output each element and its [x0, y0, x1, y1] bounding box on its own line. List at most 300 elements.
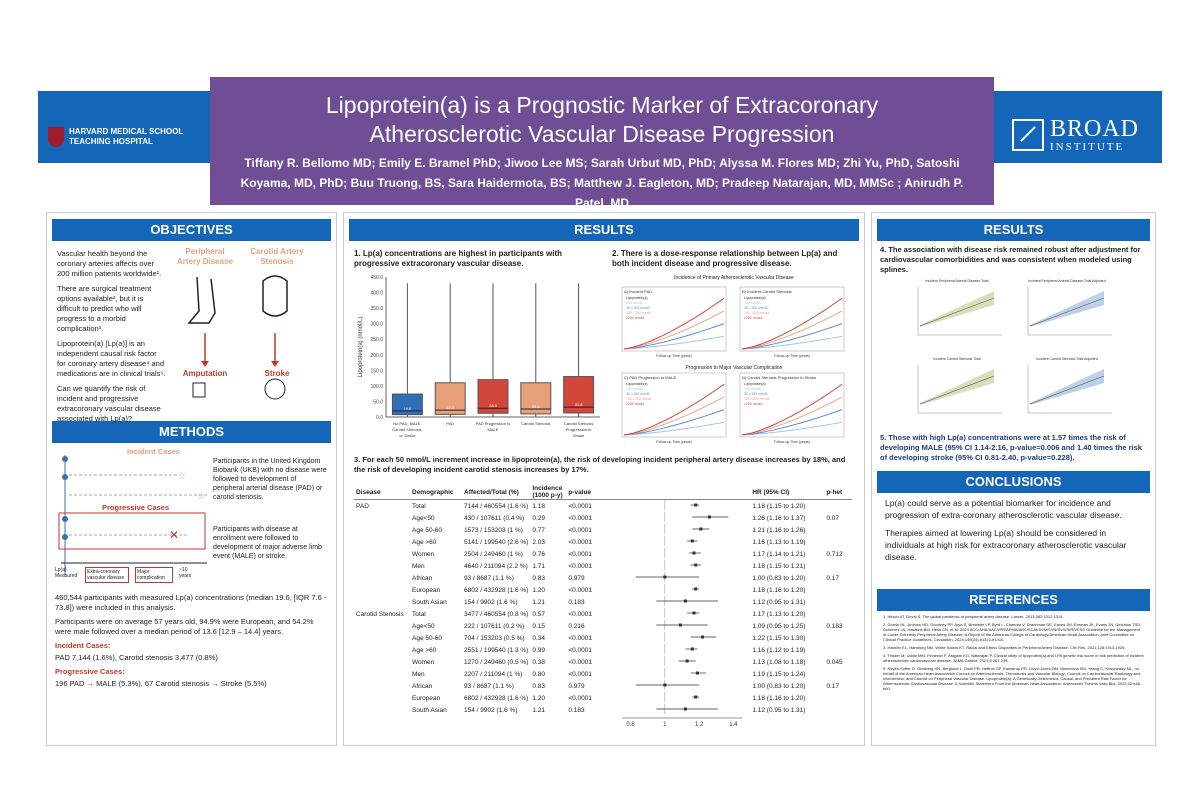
km-panel-title: D) Carotid Stenosis Progression to Stroke	[742, 375, 817, 380]
cell-forest-plot	[614, 500, 750, 513]
cell-p: <0.0001	[568, 550, 593, 558]
cell-aff: 93 / 8687 (1.1 %)	[464, 574, 514, 582]
forest-row	[354, 668, 852, 680]
forest-table	[354, 485, 852, 730]
cell-inc: 0.76	[532, 550, 545, 558]
cell-phet: 0.712	[826, 550, 843, 558]
right-column	[871, 212, 1156, 746]
methods-s2: Participants were on average 57 years old, 94.9% were European, and 54.2% were male followed over a median period of 13.6 [12.9 – 14.4] years.	[55, 617, 314, 636]
reference-item: 4. Trinder M, Uddin MM, Finneran P, Aragam KG, Natarajan P. Clinical utility of lipoprotein(a) and LPA genetic risk score in risk prediction of incident atherosclerotic cardiovascular disease. JAMA Cardiol. 2021;6:287-295.	[883, 653, 1144, 663]
spline-title: Incident Carotid Stenosis Total Adjusted	[1036, 357, 1098, 361]
cell-disease	[354, 560, 410, 572]
estimate-point	[679, 624, 682, 627]
conclusion-1: Lp(a) could serve as a potential biomarker for incidence and progression of extra-coronary atherosclerotic vascular disease.	[885, 498, 1122, 520]
km-legend: <30 nmol/L	[744, 301, 762, 305]
cell-hr: 1.12 (0.95 to 1.31)	[752, 706, 806, 714]
forest-axis-row	[354, 716, 852, 730]
cell-hr: 1.16 (1.12 to 1.19)	[752, 646, 806, 654]
carotid-arrowhead	[271, 361, 279, 367]
km-xlabel: Follow-up Time (years)	[774, 354, 810, 358]
broad-logo	[1012, 117, 1139, 153]
y-tick-label: 250.0	[370, 337, 383, 344]
km-panel-title: A) Incident PAD	[624, 289, 653, 294]
objective-p1: Vascular health beyond the coronary arteries affects over 200 million patients worldwide¹.	[57, 249, 162, 278]
cell-aff: 7144 / 460554 (1.6 %)	[464, 502, 529, 510]
authors: Tiffany R. Bellomo MD; Emily E. Bramel PhD; Jiwoo Lee MS; Sarah Urbut MD, PhD; Alyssa M. Flores MD; Zhi Yu, PhD, Satoshi Koyama, MD, PhD; Buu Truong, BS, Sara Haidermota, BS; Matthew J. Eagleton, MD; Pradeep Natarajan, MD, MMSc ; Anirudh P. Patel, MD	[240, 156, 964, 210]
cell-demo: European	[412, 694, 441, 702]
cell-phet: 0.17	[826, 574, 839, 582]
methods-m2: Participants with disease at enrollment were followed to development of major adverse limb event (MALE) or stroke.	[213, 526, 322, 560]
objectives-heading: OBJECTIVES	[52, 219, 331, 241]
median-label: 31.8	[574, 402, 583, 408]
km-legend: Lipoprotein(a)	[626, 296, 648, 300]
cell-forest-plot	[614, 536, 750, 548]
forest-axis-svg	[616, 716, 748, 728]
amputation-icon	[193, 383, 205, 397]
cell-demo: Age >60	[412, 646, 437, 654]
poster	[38, 60, 1162, 750]
km-legend: ≥250 nmol/L	[744, 402, 764, 406]
figure2-subtitle2: Progression to Major Vascular Complication	[685, 365, 783, 371]
estimate-point	[695, 564, 698, 567]
figure1-boxplot	[352, 273, 610, 451]
broad-logo-icon	[1012, 119, 1044, 151]
figure2-curves	[612, 281, 856, 451]
cell-hr: 1.00 (0.83 to 1.20)	[752, 682, 806, 690]
cell-aff: 2504 / 249460 (1 %)	[464, 550, 523, 558]
cell-forest-plot	[614, 668, 750, 680]
legend-major: Major complication	[135, 567, 173, 583]
person-icon-4	[62, 534, 68, 540]
y-tick-label: 150.0	[370, 368, 383, 375]
km-xlabel: Follow-up Time (years)	[656, 440, 692, 444]
y-tick-label: 300.0	[370, 321, 383, 328]
forest-row	[354, 584, 852, 596]
cell-aff: 6802 / 432928 (1.6 %)	[464, 694, 529, 702]
objectives-text	[57, 249, 167, 424]
stroke-label: Stroke	[264, 369, 290, 378]
spline-line	[920, 376, 994, 404]
cell-p: <0.0001	[568, 514, 593, 522]
median-label: 25.6	[531, 404, 540, 410]
cell-disease	[354, 668, 410, 680]
cell-inc: 1.71	[532, 562, 545, 570]
cell-inc: 0.15	[532, 622, 545, 630]
cell-phet	[824, 608, 852, 620]
figure1-title: 1. Lp(a) concentrations are highest in participants with progressive extracoronary vascular disease.	[354, 249, 563, 268]
forest-row	[354, 572, 852, 584]
forest-row	[354, 656, 852, 668]
cell-forest-plot	[614, 692, 750, 704]
estimate-point	[684, 600, 687, 603]
forest-mark-svg	[616, 560, 748, 570]
forest-row	[354, 560, 852, 572]
cell-disease	[354, 524, 410, 536]
harvard-logo-line2: TEACHING HOSPITAL	[69, 137, 153, 146]
cell-forest-plot	[614, 548, 750, 560]
forest-mark-svg	[616, 572, 748, 582]
cell-phet: 0.07	[826, 514, 839, 522]
y-tick-label: 400.0	[370, 290, 383, 297]
cell-aff: 430 / 107611 (0.4 %)	[464, 514, 525, 522]
y-tick-label: 350.0	[370, 306, 383, 313]
cell-demo: Total	[412, 610, 426, 618]
cell-forest-plot	[614, 596, 750, 608]
col-incidence: Incidence (1000 p-y)	[530, 485, 566, 500]
conclusions-heading: CONCLUSIONS	[877, 471, 1150, 493]
carotid-label: Carotid Artery Stenosis	[250, 247, 304, 266]
progressive-text: 196 PAD → MALE (5.3%), 67 Carotid stenosis → Stroke (5.5%)	[55, 679, 267, 688]
cell-disease	[354, 680, 410, 692]
col-demographic: Demographic	[410, 485, 462, 500]
spline-line	[1030, 376, 1104, 404]
km-legend: Lipoprotein(a)	[744, 296, 766, 300]
cell-hr: 1.18 (1.16 to 1.20)	[752, 694, 806, 702]
forest-mark-svg	[616, 584, 748, 594]
forest-row	[354, 632, 852, 644]
forest-mark-svg	[616, 608, 748, 618]
incident-cases-label: Incident Cases	[127, 447, 180, 456]
harvard-shield-icon	[48, 127, 64, 147]
cell-hr: 1.16 (1.13 to 1.19)	[752, 538, 806, 546]
cell-demo: African	[412, 574, 433, 582]
cell-inc: 1.21	[532, 598, 545, 606]
cell-demo: Women	[412, 550, 435, 558]
spline-title: Incident Carotid Stenosis Total	[933, 357, 981, 361]
cell-aff: 704 / 153203 (0.5 %)	[464, 634, 525, 642]
cell-inc: 1.18	[532, 502, 545, 510]
axis-spacer	[462, 716, 530, 730]
cell-disease	[354, 548, 410, 560]
reference-item: 1. Hirsch AT, Duval S. The global pandemic of peripheral artery disease. Lancet. 2013;382:1312-1314.	[883, 614, 1064, 619]
harvard-logo-line1: HARVARD MEDICAL SCHOOL	[69, 127, 184, 136]
figure4-title: 4. The association with disease risk remained robust after adjustment for cardiovascular comorbidities and was consistent when modeled using splines.	[880, 245, 1141, 274]
forest-tick-label: 1.2	[695, 722, 704, 728]
y-tick-label: 450.0	[370, 275, 383, 281]
cell-disease	[354, 620, 410, 632]
category-label: Carotid Stenosis	[563, 421, 594, 426]
cell-p: <0.0001	[568, 646, 593, 654]
km-legend: 150-<250 nmol/L	[744, 397, 771, 401]
category-label: No PAD, MALE,	[393, 421, 422, 426]
km-panel-title: C) PAD Progression to MALE	[624, 375, 677, 380]
incident-text: PAD 7,144 (1.6%), Carotid stenosis 3,477 (0.8%)	[55, 653, 218, 662]
category-label: or Stroke	[399, 433, 416, 438]
cell-p: <0.0001	[568, 562, 593, 570]
cell-p: <0.0001	[568, 610, 593, 618]
cell-p: <0.0001	[568, 526, 593, 534]
cell-phet	[824, 524, 852, 536]
cell-forest-plot	[614, 608, 750, 620]
axis-spacer	[566, 716, 614, 730]
cell-hr: 1.00 (0.83 to 1.20)	[752, 574, 806, 582]
person-icon-3	[62, 516, 68, 522]
conclusion-2: Therapies aimed at lowering Lp(a) should be considered in individuals at high risk for extracoronary atherosclerotic vascular disease.	[885, 528, 1127, 562]
cell-disease	[354, 536, 410, 548]
forest-row	[354, 620, 852, 632]
person-icon-2	[62, 474, 68, 480]
forest-tick-label: 1	[663, 722, 667, 728]
forest-mark-svg	[616, 680, 748, 690]
title-line2: Atherosclerotic Vascular Disease Progression	[369, 121, 835, 147]
reference-item: 2. Gornik HL, Aronow HD, Goodney PP, Arya S, Brewster LP, Byrd L, Chandra V, Drachman DE, Eaves JM, Ehrman JK, Evans JN, Getchius TSD, Gutiérrez JA, Hawkins BM, Hess CN, et al. 2024 ACC/AHA/AACVPR/APMA/ABC/SCAI/SVM/SVN/SVS/SIR/VESS Guideline for the Management of Lower Extremity Peripheral Artery Disease: A Report of the American College of Cardiology/American Heart Association Joint Committee on Clinical Practice Guidelines. Circulation. 2024;149(24):e1313-e1410.	[883, 622, 1142, 642]
cell-disease	[354, 512, 410, 524]
forest-mark-svg	[616, 500, 748, 510]
axis-spacer	[354, 716, 410, 730]
km-legend: 30-<150 nmol/L	[626, 392, 651, 396]
cell-forest-plot	[614, 656, 750, 668]
cell-disease	[354, 692, 410, 704]
median-label: 28.3	[489, 403, 497, 409]
cell-phet	[824, 632, 852, 644]
spline-line	[1030, 298, 1104, 326]
cell-hr: 1.18 (1.15 to 1.21)	[752, 562, 806, 570]
forest-tick-label: 1.4	[729, 722, 738, 728]
km-legend: <30 nmol/L	[626, 387, 644, 391]
cell-p: <0.0001	[568, 586, 593, 594]
category-label: Carotid Stenosis	[521, 421, 551, 426]
km-xlabel: Follow-up Time (years)	[774, 440, 810, 444]
cell-inc: 0.57	[532, 610, 545, 618]
forest-mark-svg	[616, 632, 748, 642]
methods-summary	[47, 593, 336, 689]
cell-aff: 222 / 107611 (0.2 %)	[464, 622, 525, 630]
cell-demo: Age 50-60	[412, 634, 442, 642]
cell-aff: 2207 / 211094 (1 %)	[464, 670, 523, 678]
col-disease: Disease	[354, 485, 410, 500]
km-panel-title: B) Incident Carotid Stenosis	[742, 289, 792, 294]
forest-mark-svg	[616, 692, 748, 702]
forest-mark-svg	[616, 596, 748, 606]
progressive-box	[59, 513, 205, 549]
estimate-point	[701, 636, 704, 639]
cell-phet: 0.17	[826, 682, 839, 690]
spline-title: Incident Peripheral Arterial Disease Total	[925, 279, 989, 283]
cell-disease	[354, 632, 410, 644]
axis-spacer	[530, 716, 566, 730]
cell-inc: 1.21	[532, 706, 545, 714]
km-legend: Lipoprotein(a)	[626, 382, 648, 386]
figure3-title: 3. For each 50 nmol/L increment increase in lipoprotein(a), the risk of developing incident peripheral artery disease increases by 18%, and the risk of developing incident carotid stenosis increases by 17%.	[354, 455, 846, 474]
km-legend: <30 nmol/L	[744, 387, 762, 391]
stroke-face-icon	[265, 379, 285, 399]
cell-forest-plot	[614, 704, 750, 716]
cell-phet	[824, 536, 852, 548]
km-legend: 30-<150 nmol/L	[626, 306, 651, 310]
cell-hr: 1.17 (1.13 to 1.20)	[752, 610, 806, 618]
cell-hr: 1.22 (1.15 to 1.30)	[752, 634, 806, 642]
cell-forest-plot	[614, 512, 750, 524]
category-label: Carotid Stenosis,	[392, 427, 423, 432]
title-line1: Lipoprotein(a) is a Prognostic Marker of Extracoronary	[325, 92, 879, 118]
km-legend: ≥250 nmol/L	[626, 402, 646, 406]
cell-demo: Women	[412, 658, 435, 666]
col-pvalue: p-value	[566, 485, 614, 500]
cell-phet	[824, 584, 852, 596]
harvard-logo	[48, 127, 183, 147]
forest-row	[354, 644, 852, 656]
cell-p: 0.183	[568, 598, 585, 606]
col-hr: HR (95% CI)	[750, 485, 824, 500]
cell-demo: European	[412, 586, 441, 594]
legend-lpa: Lp(a) Measured	[55, 567, 78, 579]
forest-mark-svg	[616, 536, 748, 546]
cell-aff: 1573 / 153203 (1 %)	[464, 526, 523, 534]
forest-row	[354, 512, 852, 524]
objective-p4: Can we quantify the risk of incident and progressive extracoronary vascular disease associated with Lp(a)?	[57, 384, 161, 423]
cell-p: <0.0001	[568, 670, 593, 678]
forest-row	[354, 500, 852, 513]
cell-phet	[824, 644, 852, 656]
cell-phet	[824, 500, 852, 513]
forest-row	[354, 608, 852, 620]
km-legend: 30-<150 nmol/L	[744, 306, 769, 310]
cell-forest-plot	[614, 632, 750, 644]
incident-heading: Incident Cases:	[55, 641, 111, 650]
forest-mark-svg	[616, 524, 748, 534]
spline-title: Incident Peripheral Arterial Disease Total Adjusted	[1028, 279, 1106, 283]
cell-inc: 0.34	[532, 634, 545, 642]
cell-p: <0.0001	[568, 658, 593, 666]
forest-table-wrap	[354, 485, 852, 730]
y-tick-label: 50.0	[373, 399, 383, 406]
amputation-label: Amputation	[182, 369, 228, 378]
broad-logo-line2: INSTITUTE	[1050, 141, 1125, 153]
objective-p2: There are surgical treatment options available², but it is difficult to predict who will progress to a morbid complication³.	[57, 284, 152, 333]
legend-years: ~10 years	[179, 567, 192, 579]
cell-disease: PAD	[356, 502, 369, 510]
cell-disease	[354, 656, 410, 668]
y-axis-label: Lipoprotein(a) (nmol/L)	[358, 316, 364, 378]
forest-mark-svg	[616, 644, 748, 654]
methods-s1: 460,544 participants with measured Lp(a) concentrations (median 19.6, [IQR 7.6 - 73.8]) were included in this analysis.	[55, 593, 327, 612]
cell-p: 0.216	[568, 622, 585, 630]
forest-row	[354, 524, 852, 536]
cell-phet: 0.183	[826, 622, 843, 630]
cell-aff: 93 / 8687 (1.1 %)	[464, 682, 514, 690]
col-affected: Affected/Total (%)	[462, 485, 530, 500]
spline-line	[920, 298, 994, 326]
cell-inc: 0.38	[532, 658, 545, 666]
category-label: Progression to	[565, 427, 592, 432]
cell-phet	[824, 560, 852, 572]
cell-p: <0.0001	[568, 502, 593, 510]
cell-disease	[354, 572, 410, 584]
km-legend: 30-<150 nmol/L	[744, 392, 769, 396]
forest-mark-svg	[616, 512, 748, 522]
forest-mark-svg	[616, 620, 748, 630]
estimate-point	[708, 516, 711, 519]
estimate-point	[693, 612, 696, 615]
km-legend: 150-<250 nmol/L	[744, 311, 771, 315]
cell-aff: 6802 / 432928 (1.6 %)	[464, 586, 529, 594]
cell-demo: Age 50-60	[412, 526, 442, 534]
forest-row	[354, 704, 852, 716]
conclusions-body	[877, 493, 1150, 567]
cell-disease	[354, 596, 410, 608]
cell-phet: 0.045	[826, 658, 843, 666]
results-mid-heading: RESULTS	[349, 219, 859, 241]
km-xlabel: Follow-up Time (years)	[656, 354, 692, 358]
forest-mark-svg	[616, 668, 748, 678]
leg-icon	[189, 277, 215, 323]
cell-inc: 0.80	[532, 670, 545, 678]
methods-m1: Participants in the United Kingdom Biobank (UKB) with no disease were followed to development of peripheral arterial disease (PAD) or carotid stenosis.	[213, 458, 327, 501]
median-label: 19.6	[403, 405, 412, 411]
cell-demo: Total	[412, 502, 426, 510]
cell-inc: 1.20	[532, 586, 545, 594]
estimate-point	[684, 708, 687, 711]
forest-row	[354, 548, 852, 560]
figure2-title: 2. There is a dose-response relationship between Lp(a) and both incident disease and progressive disease.	[612, 249, 838, 268]
km-legend: <30 nmol/L	[626, 301, 644, 305]
neck-icon	[263, 276, 287, 316]
cell-disease	[354, 704, 410, 716]
median-label: 22.2	[446, 405, 455, 411]
cell-demo: Men	[412, 670, 425, 678]
category-label: Stroke	[572, 433, 585, 438]
estimate-point	[664, 684, 667, 687]
km-legend: ≥250 nmol/L	[744, 316, 764, 320]
category-label: MALE	[487, 427, 499, 432]
cell-disease	[354, 644, 410, 656]
cell-disease: Carotid Stenosis	[356, 610, 404, 618]
cell-demo: Age >60	[412, 538, 437, 546]
cell-aff: 1270 / 249460 (0.5 %)	[464, 658, 529, 666]
forest-mark-svg	[616, 656, 748, 666]
cell-hr: 1.18 (1.15 to 1.20)	[752, 502, 806, 510]
cell-inc: 0.77	[532, 526, 545, 534]
estimate-point	[700, 528, 703, 531]
category-label: PAD Progression to	[475, 421, 511, 426]
cell-inc: 1.20	[532, 694, 545, 702]
cell-forest-plot	[614, 620, 750, 632]
cell-phet	[824, 704, 852, 716]
forest-mark-svg	[616, 704, 748, 714]
forest-axis	[614, 716, 750, 730]
star-icon-1: ☆	[177, 471, 186, 482]
km-legend: 150-<250 nmol/L	[626, 311, 653, 315]
cell-hr: 1.19 (1.15 to 1.24)	[752, 670, 806, 678]
cell-demo: Men	[412, 562, 425, 570]
cell-aff: 3477 / 460554 (0.8 %)	[464, 610, 529, 618]
cell-aff: 2551 / 199540 (1.3 %)	[464, 646, 529, 654]
forest-row	[354, 692, 852, 704]
forest-row	[354, 536, 852, 548]
cell-hr: 1.21 (1.16 to 1.26)	[752, 526, 806, 534]
star-icon-2: ☆	[197, 491, 206, 502]
figure4-splines	[912, 277, 1122, 427]
cell-p: 0.183	[568, 706, 585, 714]
km-legend: ≥250 nmol/L	[626, 316, 646, 320]
cell-p: <0.0001	[568, 538, 593, 546]
cell-disease	[354, 584, 410, 596]
cell-forest-plot	[614, 560, 750, 572]
estimate-point	[691, 648, 694, 651]
forest-mark-svg	[616, 548, 748, 558]
axis-spacer	[410, 716, 462, 730]
cell-inc: 0.83	[532, 574, 545, 582]
cell-demo: Age<50	[412, 514, 435, 522]
cell-hr: 1.17 (1.14 to 1.21)	[752, 550, 806, 558]
cell-aff: 154 / 9902 (1.6 %)	[464, 706, 518, 714]
cell-hr: 1.12 (0.95 to 1.31)	[752, 598, 806, 606]
cell-phet	[824, 692, 852, 704]
reference-item: 3. Hackler EL, Hamburg NM, White Solaru KT. Racial and Ethnic Disparities in Peripheral Artery Disease. Circ Res. 2021;128:1913-1926.	[883, 645, 1126, 650]
km-legend: Lipoprotein(a)	[744, 382, 766, 386]
cell-p: <0.0001	[568, 634, 593, 642]
category-label: PAD	[446, 421, 455, 426]
